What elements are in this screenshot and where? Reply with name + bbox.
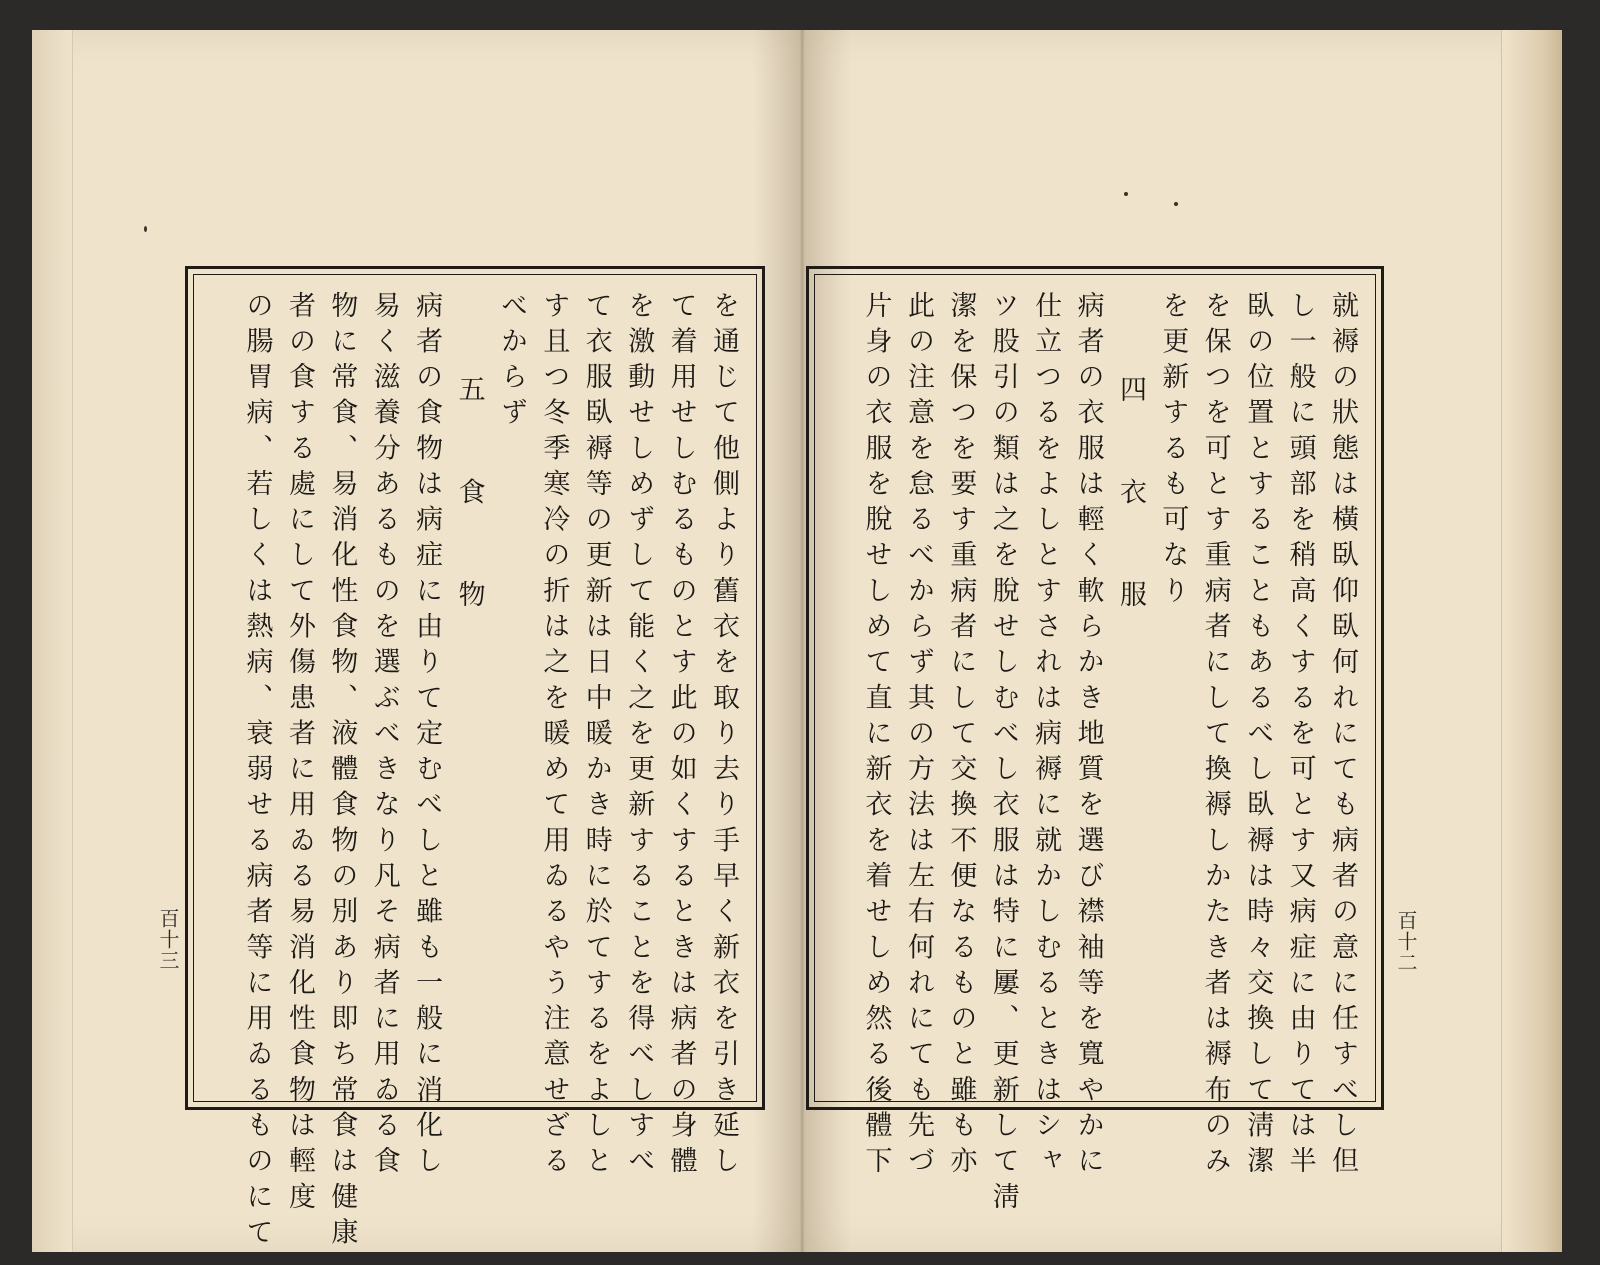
- text-line: ツ股引の類は之を脫せしむべし衣服は特に屢、更新して淸: [987, 291, 1019, 1218]
- text-line: を激動せしめずして能く之を更新することを得べしすべ: [623, 291, 655, 1183]
- paper-speck: [144, 226, 147, 232]
- text-line: 就褥の狀態は橫臥仰臥何れにても病者の意に任すべし但: [1327, 291, 1358, 1183]
- text-line: 病者の衣服は輕く軟らかき地質を選び襟袖等を寬やかに: [1072, 291, 1104, 1182]
- text-line: を更新するも可なり: [1157, 291, 1189, 612]
- text-line: て着用せしむるものとす此の如くするときは病者の身體: [665, 291, 697, 1183]
- section-heading-food: 五 食 物: [453, 375, 485, 632]
- text-line: 片身の衣服を脫せしめて直に新衣を着せしめ然る後體下: [860, 291, 892, 1182]
- text-line: 物に常食、易消化性食物、液體食物の別あり即ち常食は健康: [326, 291, 358, 1254]
- right-text-block: [825, 291, 1363, 1218]
- text-line: を保つを可とす重病者にして換褥しかたき者は褥布のみ: [1199, 291, 1231, 1182]
- text-line: 易く滋養分あるものを選ぶべきなり凡そ病者に用ゐる食: [368, 291, 400, 1183]
- text-line: 者の食する處にして外傷患者に用ゐる易消化性食物は輕度: [283, 291, 315, 1218]
- section-heading-clothing: 四 衣 服: [1114, 375, 1146, 632]
- text-line: 臥の位置とすることもあるべし臥褥は時々交換して淸潔: [1242, 291, 1274, 1182]
- text-line: 病者の食物は病症に由りて定むべしと雖も一般に消化し: [411, 291, 443, 1183]
- page-number-right: 百十二: [1394, 910, 1418, 973]
- text-line: べからず: [495, 291, 527, 434]
- left-text-block: [204, 291, 744, 1254]
- open-book: [32, 30, 1562, 1252]
- page-number-left: 百十三: [156, 908, 180, 971]
- text-line: す且つ冬季寒冷の折は之を暖めて用ゐるやう注意せざる: [538, 291, 570, 1183]
- text-line: の腸胃病、若しくは熱病、衰弱せる病者等に用ゐるものにて: [241, 291, 273, 1254]
- text-line: て衣服臥褥等の更新は日中暖かき時に於てするをよしと: [580, 291, 612, 1182]
- left-text-frame: [185, 266, 765, 1254]
- paper-speck: [1174, 202, 1178, 206]
- right-text-frame: [806, 266, 1384, 1218]
- text-line: を通じて他側より舊衣を取り去り手早く新衣を引き延し: [708, 291, 739, 1183]
- text-line: 仕立つるをよしとすされは病褥に就かしむるときはシャ: [1030, 291, 1062, 1182]
- paper-speck: [1124, 192, 1128, 196]
- text-line: し一般に頭部を稍高くするを可とす又病症に由りては半: [1284, 291, 1316, 1182]
- text-line: 潔を保つを要す重病者にして交換不便なるものと雖も亦: [945, 291, 977, 1183]
- text-line: 此の注意を怠るべからず其の方法は左右何れにても先づ: [902, 291, 934, 1182]
